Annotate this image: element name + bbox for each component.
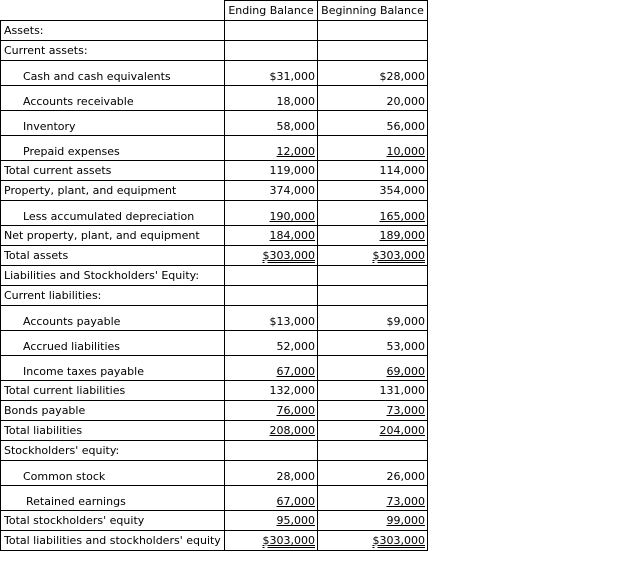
ending-balance-cell [225,441,318,461]
beginning-balance-cell [318,246,428,266]
beginning-balance-cell: 354,000 [318,181,428,201]
row-label: Inventory [1,111,225,136]
table-row [1,41,428,61]
beginning-balance-value: $303,000 [372,534,425,547]
ending-balance-cell [225,21,318,41]
table-row [1,111,428,136]
ending-balance-value: 184,000 [269,229,315,242]
row-label: Accounts receivable [1,86,225,111]
table-row [1,511,428,531]
table-row [1,266,428,286]
table-row [1,306,428,331]
row-label: Current liabilities: [1,286,225,306]
ending-balance-cell: $13,000 [225,306,318,331]
beginning-balance-cell [318,201,428,226]
row-label: Current assets: [1,41,225,61]
ending-balance-value: 67,000 [276,495,315,508]
table-row [1,246,428,266]
table-row [1,136,428,161]
beginning-balance-cell: 131,000 [318,381,428,401]
ending-balance-cell [225,356,318,381]
ending-balance-value: $303,000 [262,534,315,547]
ending-balance-cell [225,286,318,306]
beginning-balance-value: 204,000 [379,424,425,437]
beginning-balance-cell [318,41,428,61]
ending-balance-cell: 119,000 [225,161,318,181]
beginning-balance-cell [318,21,428,41]
header-row [1,1,428,21]
ending-balance-cell [225,201,318,226]
beginning-balance-value: 69,000 [386,365,425,378]
row-label: Total liabilities [1,421,225,441]
table-row [1,421,428,441]
table-row [1,441,428,461]
row-label: Liabilities and Stockholders' Equity: [1,266,225,286]
beginning-balance-cell: 20,000 [318,86,428,111]
ending-balance-value: 67,000 [276,365,315,378]
ending-balance-cell [225,531,318,551]
row-label: Stockholders' equity: [1,441,225,461]
beginning-balance-cell [318,531,428,551]
ending-balance-value: $303,000 [262,249,315,262]
ending-balance-cell [225,266,318,286]
beginning-balance-cell: 53,000 [318,331,428,356]
ending-balance-cell [225,421,318,441]
table-row [1,61,428,86]
beginning-balance-cell [318,511,428,531]
ending-balance-cell [225,136,318,161]
row-label: Income taxes payable [1,356,225,381]
row-label: Total current liabilities [1,381,225,401]
beginning-balance-value: 189,000 [379,229,425,242]
header-ending-balance: Ending Balance [225,1,318,21]
table-row [1,331,428,356]
beginning-balance-cell [318,441,428,461]
beginning-balance-value: 73,000 [386,495,425,508]
ending-balance-cell [225,486,318,511]
ending-balance-cell [225,511,318,531]
beginning-balance-cell [318,421,428,441]
table-row [1,381,428,401]
row-label: Accrued liabilities [1,331,225,356]
table-row [1,356,428,381]
ending-balance-cell: 18,000 [225,86,318,111]
ending-balance-cell [225,226,318,246]
ending-balance-cell [225,41,318,61]
table-row [1,401,428,421]
beginning-balance-value: $303,000 [372,249,425,262]
beginning-balance-cell [318,286,428,306]
table-row [1,461,428,486]
table-row [1,486,428,511]
beginning-balance-value: 73,000 [386,404,425,417]
header-blank-cell [1,1,225,21]
beginning-balance-cell: 56,000 [318,111,428,136]
beginning-balance-cell [318,401,428,421]
row-label: Total liabilities and stockholders' equity [1,531,225,551]
table-row [1,226,428,246]
ending-balance-cell: $31,000 [225,61,318,86]
table-row [1,21,428,41]
ending-balance-cell: 58,000 [225,111,318,136]
ending-balance-cell: 52,000 [225,331,318,356]
row-label: Retained earnings [1,486,225,511]
row-label: Total assets [1,246,225,266]
beginning-balance-cell: $28,000 [318,61,428,86]
row-label: Assets: [1,21,225,41]
row-label: Total stockholders' equity [1,511,225,531]
ending-balance-value: 76,000 [276,404,315,417]
row-label: Common stock [1,461,225,486]
beginning-balance-cell [318,266,428,286]
header-beginning-balance: Beginning Balance [318,1,428,21]
beginning-balance-value: 10,000 [386,145,425,158]
table-row [1,181,428,201]
ending-balance-value: 190,000 [269,210,315,223]
row-label: Prepaid expenses [1,136,225,161]
ending-balance-value: 12,000 [276,145,315,158]
ending-balance-value: 208,000 [269,424,315,437]
beginning-balance-cell [318,356,428,381]
row-label: Bonds payable [1,401,225,421]
ending-balance-value: 95,000 [276,514,315,527]
row-label: Less accumulated depreciation [1,201,225,226]
ending-balance-cell: 132,000 [225,381,318,401]
ending-balance-cell [225,401,318,421]
beginning-balance-cell [318,486,428,511]
beginning-balance-cell [318,136,428,161]
beginning-balance-cell [318,226,428,246]
row-label: Property, plant, and equipment [1,181,225,201]
table-row [1,531,428,551]
row-label: Net property, plant, and equipment [1,226,225,246]
table-row [1,86,428,111]
table-row [1,161,428,181]
row-label: Cash and cash equivalents [1,61,225,86]
beginning-balance-value: 165,000 [379,210,425,223]
ending-balance-cell [225,246,318,266]
ending-balance-cell: 374,000 [225,181,318,201]
table-row [1,286,428,306]
beginning-balance-cell: 26,000 [318,461,428,486]
beginning-balance-cell: $9,000 [318,306,428,331]
beginning-balance-value: 99,000 [386,514,425,527]
row-label: Accounts payable [1,306,225,331]
ending-balance-cell: 28,000 [225,461,318,486]
beginning-balance-cell: 114,000 [318,161,428,181]
row-label: Total current assets [1,161,225,181]
table-row [1,201,428,226]
